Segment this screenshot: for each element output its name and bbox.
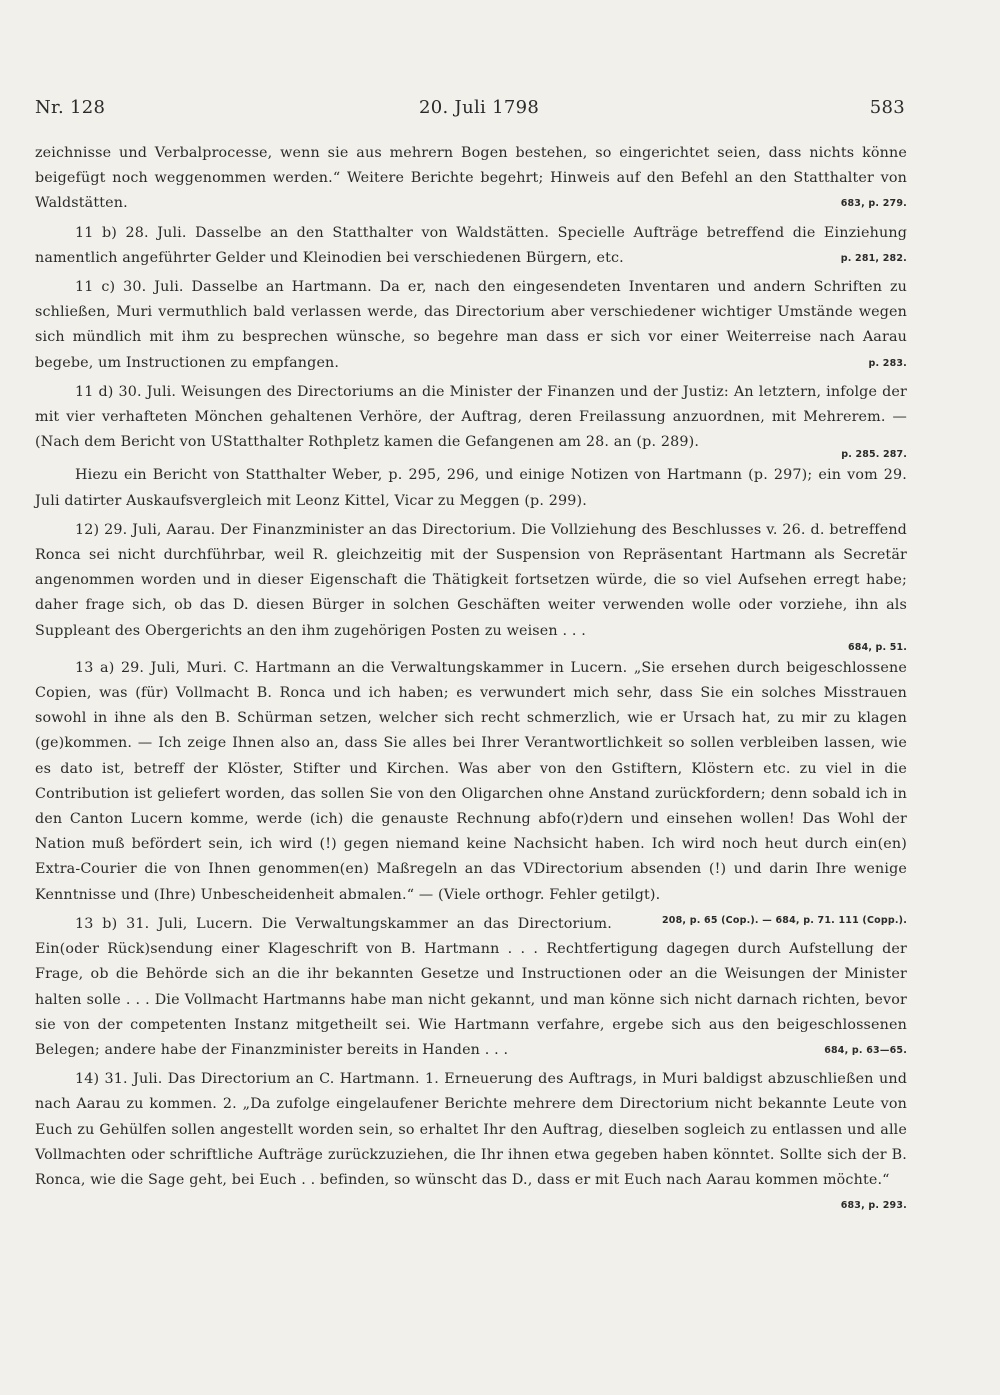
entry-text: 11 b) 28. Juli. Dasselbe an den Statthalter von Waldstätten. Specielle Aufträge betreffend die Einziehung namentlich angeführter Gelder und Kleinodien bei verschiedenen Bürgern, etc.: [35, 224, 907, 266]
running-header: [35, 97, 905, 123]
header-date: 20. Juli 1798: [419, 97, 540, 118]
source-reference: p. 281, 282.: [840, 252, 907, 264]
source-reference: 684, p. 51.: [848, 641, 907, 653]
source-reference: 208, p. 65 (Cop.). — 684, p. 71. 111 (Copp.).: [661, 914, 907, 926]
entry-11a-continuation: [35, 141, 907, 217]
entry-text: 11 d) 30. Juli. Weisungen des Directoriums an die Minister der Finanzen und der Justiz: An letztern, infolge der mit vier verhafteten Mönchen gehaltenen Verhöre, der Auftrag, deren Freilassung anzuordnen, mit Mehrerem. — (Nach dem Bericht von UStatthalter Rothpletz kamen die Gefangenen am 28. an (p. 289).: [35, 383, 907, 451]
entry-13a: [35, 656, 907, 926]
document-body: [35, 141, 907, 1218]
source-reference: 683, p. 293.: [840, 1200, 907, 1212]
source-reference: 683, p. 279.: [840, 198, 907, 210]
entry-text: 13 a) 29. Juli, Muri. C. Hartmann an die Verwaltungskammer in Lucern. „Sie ersehen durch beigeschlossene Copien, was (für) Vollmacht B. Ronca und ich haben; es verwundert mich sehr, dass Sie ein solches Misstrauen sowohl in ihne als den B. Schürman setzen, welcher sich recht schmerzlich, wie er Ursach hat, zu mir zu klagen (ge)kommen. — Ich zeige Ihnen also an, dass Sie alles bei Ihrer Verantwortlichkeit so sollen verbleiben lassen, wie es dato ist, betreff der Klöster, Stifter und Kirchen. Was aber von den Gstiftern, Klöstern etc. zu viel in die Contribution ist geliefert worden, das sollen Sie von den Oligarchen ohne Anstand zurückfordern; denn sobald ich in den Canton Lucern komme, werde (ich) die genauste Rechnung abfo(r)dern und einsehen wollen! Das Wohl der Nation muß befördert sein, ich wird (!) gegen niemand keine Nachsicht haben. Ich wird noch heut durch ein(en) Extra-Courier die von Ihnen genommen(en) Maßregeln an das VDirectorium absenden (!) und darin Ihre wenige Kenntnisse und (Ihre) Unbescheidenheit abmalen.“ — (Viele orthogr. Fehler getilgt).: [35, 659, 907, 903]
source-reference: p. 285. 287.: [841, 449, 907, 461]
entry-text: 13 b) 31. Juli, Lucern. Die Verwaltungskammer an das Directorium. Ein(oder Rück)sendung einer Klageschrift von B. Hartmann . . . Rechtfertigung dagegen durch Aufstellung der Frage, ob die Behörde sich an die ihr bekannten Gesetze und Instructionen oder an die Weisungen der Minister halten solle . . . Die Vollmacht Hartmanns habe man nicht gekannt, und man könne sich nicht darnach richten, bevor sie von der competenten Instanz mitgetheilt sei. Wie Hartmann verfahre, ergebe sich aus den beigeschlossenen Belegen; andere habe der Finanzminister bereits in Handen . . .: [35, 915, 907, 1058]
source-reference: 684, p. 63—65.: [824, 1044, 907, 1056]
entry-text: 12) 29. Juli, Aarau. Der Finanzminister an das Directorium. Die Vollziehung des Beschlusses v. 26. d. betreffend Ronca sei nicht durchführbar, weil R. gleichzeitig mit der Suspension von Repräsentant Hartmann als Secretär angenommen worden und in dieser Eigenschaft die Thätigkeit fortsetzen würde, die so viel Aufsehen erregt habe; daher frage sich, ob das D. diesen Bürger in solchen Geschäften weiter verwenden wolle oder vorziehe, ihn als Suppleant des Obergerichts an den ihm zugehörigen Posten zu weisen . . .: [35, 521, 907, 639]
source-reference: p. 283.: [868, 357, 907, 369]
entry-11b: [35, 221, 907, 271]
entry-text: zeichnisse und Verbalprocesse, wenn sie aus mehrern Bogen bestehen, so eingerichtet seien, dass nichts könne beigefügt noch weggenommen werden.“ Weitere Berichte begehrt; Hinweis auf den Befehl an den Statthalter von Waldstätten.: [35, 145, 907, 212]
entry-11c: [35, 275, 907, 376]
document-number: Nr. 128: [35, 97, 106, 118]
entry-12: [35, 518, 907, 644]
page-number: 583: [869, 97, 905, 118]
entry-11d-note: [35, 463, 907, 513]
entry-14: [35, 1067, 907, 1212]
entry-text: Hiezu ein Bericht von Statthalter Weber, p. 295, 296, und einige Notizen von Hartmann (p. 297); ein vom 29. Juli datirter Auskaufsvergleich mit Leonz Kittel, Vicar zu Meggen (p. 299).: [35, 467, 907, 509]
entry-text: 14) 31. Juli. Das Directorium an C. Hartmann. 1. Erneuerung des Auftrags, in Muri baldigst abzuschließen und nach Aarau zu kommen. 2. „Da zufolge eingelaufener Berichte mehrere dem Directorium nicht bekannte Leute von Euch zu Gehülfen sollen angestellt worden sein, so erhaltet Ihr den Auftrag, dieselben sogleich zu entlassen und alle Vollmachten oder schriftliche Aufträge zurückzuziehen, die Ihr ihnen etwa gegeben haben könntet. Sollte sich der B. Ronca, wie die Sage geht, bei Euch . . befinden, so wünscht das D., dass er mit Euch nach Aarau kommen möchte.“: [35, 1071, 907, 1188]
entry-11d: [35, 380, 907, 456]
entry-13b: [35, 912, 907, 1063]
entry-text: 11 c) 30. Juli. Dasselbe an Hartmann. Da er, nach den eingesendeten Inventaren und andern Schriften zu schließen, Muri vermuthlich bald verlassen werde, das Directorium aber verschiedener wichtiger Umstände wegen sich mündlich mit ihm zu besprechen wünsche, so begehre man dass er sich vor einer Weiterreise nach Aarau begebe, um Instructionen zu empfangen.: [35, 279, 907, 371]
